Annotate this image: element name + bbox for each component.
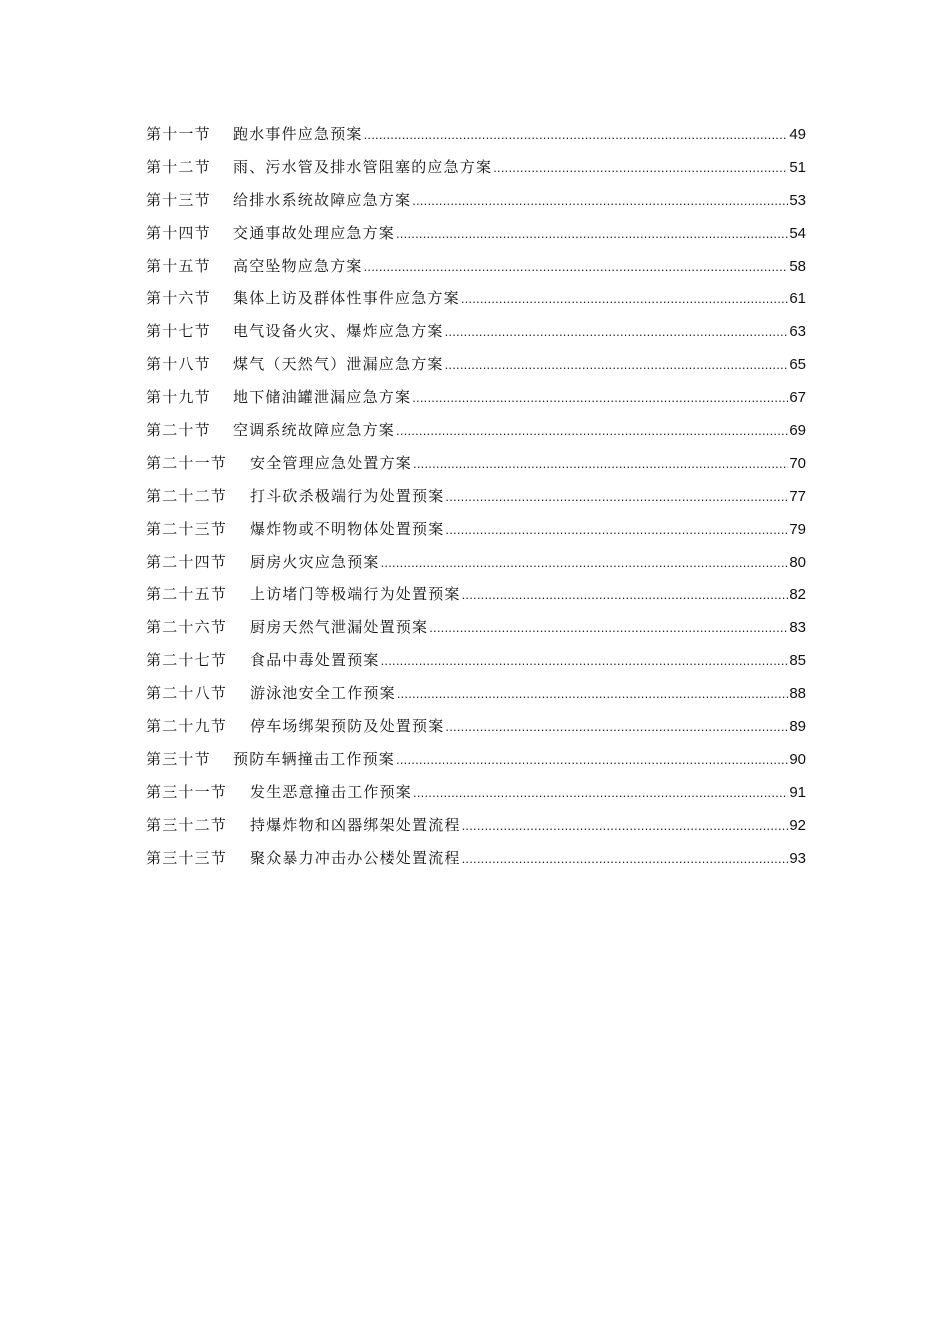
toc-section-title: 雨、污水管及排水管阻塞的应急方案 (233, 157, 493, 176)
toc-section-title: 煤气（天然气）泄漏应急方案 (233, 355, 444, 374)
toc-entry[interactable] (146, 716, 806, 749)
toc-section-number: 第三十节 (146, 749, 211, 768)
toc-entry[interactable] (146, 256, 806, 289)
toc-section-number: 第二十二节 (146, 486, 228, 505)
toc-section-number: 第三十二节 (146, 815, 228, 834)
toc-page-number: 83 (789, 619, 806, 637)
toc-entry[interactable] (146, 552, 806, 585)
toc-section-title: 集体上访及群体性事件应急方案 (233, 289, 460, 308)
toc-dot-leader (445, 322, 789, 342)
toc-section-title: 持爆炸物和凶器绑架处置流程 (250, 815, 461, 834)
toc-section-title: 高空坠物应急方案 (233, 256, 363, 275)
toc-entry[interactable] (146, 453, 806, 486)
toc-section-number: 第二十九节 (146, 717, 228, 736)
toc-page-number: 51 (789, 158, 806, 176)
toc-section-number: 第十五节 (146, 256, 211, 275)
toc-page-number: 80 (789, 553, 806, 571)
toc-section-number: 第二十四节 (146, 552, 228, 571)
toc-entry[interactable] (146, 288, 806, 321)
toc-page-number: 70 (789, 454, 806, 472)
toc-page-number: 65 (789, 356, 806, 374)
toc-section-number: 第二十七节 (146, 651, 228, 670)
toc-section-number: 第十六节 (146, 289, 211, 308)
toc-section-title: 电气设备火灾、爆炸应急方案 (233, 322, 444, 341)
toc-entry[interactable] (146, 157, 806, 190)
toc-section-number: 第三十一节 (146, 782, 228, 801)
toc-page-number: 79 (789, 520, 806, 538)
toc-dot-leader (364, 257, 789, 277)
toc-section-title: 交通事故处理应急方案 (233, 223, 396, 242)
toc-section-number: 第二十一节 (146, 453, 228, 472)
toc-dot-leader (364, 125, 789, 145)
toc-section-number: 第十一节 (146, 125, 211, 143)
toc-page-number: 85 (789, 652, 806, 670)
toc-entry[interactable] (146, 650, 806, 683)
toc-dot-leader (445, 520, 788, 540)
toc-section-title: 发生恶意撞击工作预案 (250, 782, 413, 801)
toc-page-number: 49 (789, 126, 806, 143)
toc-section-number: 第三十三节 (146, 848, 228, 867)
toc-dot-leader (381, 553, 789, 573)
toc-section-title: 食品中毒处置预案 (250, 651, 380, 670)
toc-section-title: 聚众暴力冲击办公楼处置流程 (250, 848, 461, 867)
toc-section-number: 第十八节 (146, 355, 211, 374)
toc-section-number: 第十二节 (146, 157, 211, 176)
toc-section-title: 预防车辆撞击工作预案 (233, 749, 396, 768)
toc-entry[interactable] (146, 617, 806, 650)
toc-dot-leader (397, 684, 789, 704)
toc-page-number: 61 (789, 290, 806, 308)
toc-page-number: 63 (789, 323, 806, 341)
toc-entry[interactable] (146, 683, 806, 716)
toc-dot-leader (413, 454, 788, 474)
toc-section-number: 第二十八节 (146, 684, 228, 703)
toc-entry[interactable] (146, 486, 806, 519)
toc-page-number: 89 (789, 718, 806, 736)
toc-section-number: 第二十节 (146, 421, 211, 440)
toc-section-title: 给排水系统故障应急方案 (233, 190, 412, 209)
toc-entry[interactable] (146, 223, 806, 256)
toc-dot-leader (462, 816, 789, 836)
toc-section-title: 安全管理应急处置方案 (250, 453, 413, 472)
toc-section-number: 第十四节 (146, 223, 211, 242)
toc-section-title: 空调系统故障应急方案 (233, 421, 396, 440)
toc-section-title: 厨房火灾应急预案 (250, 552, 380, 571)
toc-page-number: 69 (789, 422, 806, 440)
toc-section-title: 厨房天然气泄漏处置预案 (250, 618, 429, 637)
toc-dot-leader (445, 717, 788, 737)
toc-page-number: 54 (789, 224, 806, 242)
toc-dot-leader (412, 191, 788, 211)
toc-dot-leader (396, 421, 788, 441)
toc-dot-leader (493, 158, 788, 178)
toc-dot-leader (412, 388, 788, 408)
toc-entry[interactable] (146, 354, 806, 387)
toc-entry[interactable] (146, 321, 806, 354)
toc-page-number: 92 (789, 816, 806, 834)
toc-page-number: 67 (789, 389, 806, 407)
toc-section-number: 第二十五节 (146, 585, 228, 604)
toc-section-number: 第十九节 (146, 388, 211, 407)
toc-entry[interactable] (146, 848, 806, 881)
toc-dot-leader (445, 487, 788, 507)
toc-section-title: 地下储油罐泄漏应急方案 (233, 388, 412, 407)
table-of-contents (146, 124, 806, 880)
toc-dot-leader (396, 750, 788, 770)
toc-dot-leader (429, 618, 788, 638)
toc-page-number: 91 (789, 783, 806, 801)
toc-section-title: 跑水事件应急预案 (233, 125, 363, 143)
toc-section-title: 游泳池安全工作预案 (250, 684, 396, 703)
toc-entry[interactable] (146, 519, 806, 552)
toc-page-number: 93 (789, 849, 806, 867)
toc-page-number: 88 (789, 685, 806, 703)
toc-section-title: 停车场绑架预防及处置预案 (250, 717, 445, 736)
toc-section-number: 第二十六节 (146, 618, 228, 637)
toc-page-number: 90 (789, 750, 806, 768)
toc-dot-leader (462, 585, 789, 605)
toc-section-title: 打斗砍杀极端行为处置预案 (250, 486, 445, 505)
toc-section-title: 爆炸物或不明物体处置预案 (250, 519, 445, 538)
toc-section-title: 上访堵门等极端行为处置预案 (250, 585, 461, 604)
toc-entry[interactable] (146, 815, 806, 848)
toc-entry[interactable] (146, 124, 806, 157)
toc-page-number: 53 (789, 191, 806, 209)
toc-dot-leader (396, 224, 788, 244)
toc-dot-leader (413, 783, 788, 803)
toc-section-number: 第十七节 (146, 322, 211, 341)
toc-page-number: 77 (789, 487, 806, 505)
toc-entry[interactable] (146, 584, 806, 617)
toc-dot-leader (381, 651, 789, 671)
toc-section-number: 第二十三节 (146, 519, 228, 538)
toc-page-number: 82 (789, 586, 806, 604)
toc-entry[interactable] (146, 387, 806, 420)
toc-page-number: 58 (789, 257, 806, 275)
toc-dot-leader (461, 289, 789, 309)
toc-entry[interactable] (146, 190, 806, 223)
toc-entry[interactable] (146, 782, 806, 815)
toc-dot-leader (462, 849, 789, 869)
toc-entry[interactable] (146, 749, 806, 782)
toc-entry[interactable] (146, 420, 806, 453)
toc-dot-leader (445, 355, 789, 375)
toc-section-number: 第十三节 (146, 190, 211, 209)
